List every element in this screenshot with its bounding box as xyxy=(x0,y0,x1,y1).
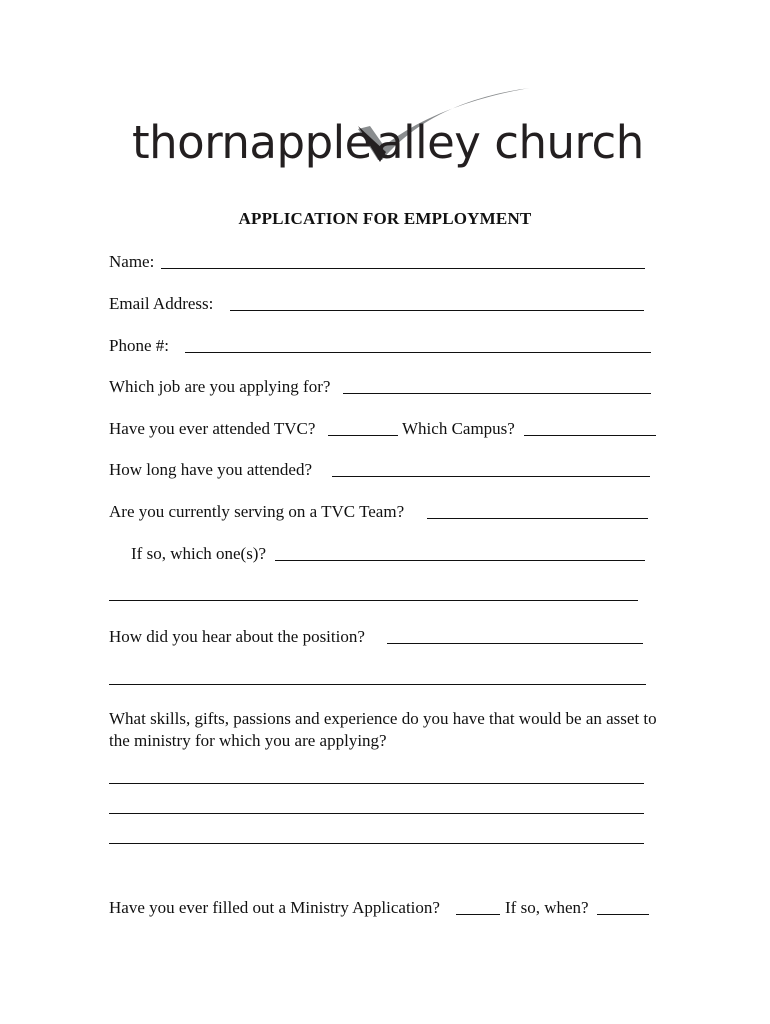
logo-text-left: thornapple xyxy=(132,116,372,169)
hear-field-continued[interactable] xyxy=(109,684,646,685)
attended-field[interactable] xyxy=(328,435,398,436)
name-field[interactable] xyxy=(161,268,645,269)
campus-field[interactable] xyxy=(524,435,656,436)
when-field[interactable] xyxy=(597,914,649,915)
church-logo xyxy=(132,82,642,178)
logo-text-right: alley church xyxy=(376,116,644,169)
attended-label: Have you ever attended TVC? xyxy=(109,419,316,438)
email-label: Email Address: xyxy=(109,294,214,313)
how-long-label: How long have you attended? xyxy=(109,460,312,479)
which-team-field[interactable] xyxy=(275,560,645,561)
how-long-field[interactable] xyxy=(332,476,650,477)
job-field[interactable] xyxy=(343,393,651,394)
hear-label: How did you hear about the position? xyxy=(109,627,365,646)
ministry-app-label: Have you ever filled out a Ministry Application? xyxy=(109,898,440,917)
hear-field[interactable] xyxy=(387,643,643,644)
name-label: Name: xyxy=(109,252,155,271)
form-title: APPLICATION FOR EMPLOYMENT xyxy=(238,209,532,228)
email-field[interactable] xyxy=(230,310,644,311)
skills-answer-line-1[interactable] xyxy=(109,783,644,784)
skills-question: What skills, gifts, passions and experience do you have that would be an asset to the ministry for which you are applying? xyxy=(109,709,657,750)
skills-answer-line-2[interactable] xyxy=(109,813,644,814)
phone-label: Phone #: xyxy=(109,336,169,355)
which-team-field-continued[interactable] xyxy=(109,600,638,601)
campus-label: Which Campus? xyxy=(402,419,515,438)
when-label: If so, when? xyxy=(505,898,589,917)
ministry-app-field[interactable] xyxy=(456,914,500,915)
serving-label: Are you currently serving on a TVC Team? xyxy=(109,502,405,521)
job-label: Which job are you applying for? xyxy=(109,377,331,396)
which-team-label: If so, which one(s)? xyxy=(131,544,267,563)
skills-answer-line-3[interactable] xyxy=(109,843,644,844)
phone-field[interactable] xyxy=(185,352,651,353)
serving-field[interactable] xyxy=(427,518,648,519)
